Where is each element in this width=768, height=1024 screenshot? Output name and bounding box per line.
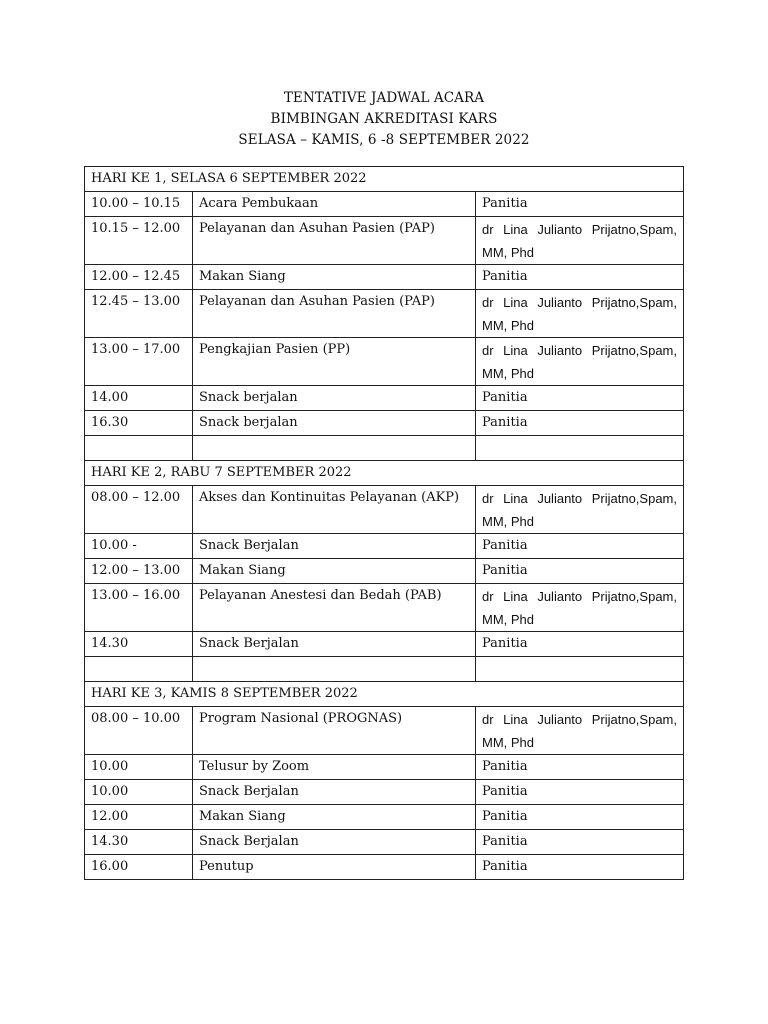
time-cell: 12.45 – 13.00 [85, 290, 193, 338]
pic-cell: dr Lina Julianto Prijatno,Spam, MM, Phd [476, 584, 684, 632]
day-header-row [85, 461, 684, 486]
activity-cell: Pelayanan dan Asuhan Pasien (PAP) [193, 290, 476, 338]
activity-cell: Pelayanan Anestesi dan Bedah (PAB) [193, 584, 476, 632]
day-header: HARI KE 2, RABU 7 SEPTEMBER 2022 [85, 461, 684, 486]
activity-cell: Makan Siang [193, 559, 476, 584]
activity-cell: Snack Berjalan [193, 830, 476, 855]
activity-cell: Makan Siang [193, 805, 476, 830]
time-cell: 13.00 – 17.00 [85, 338, 193, 386]
schedule-row [85, 411, 684, 436]
schedule-row [85, 632, 684, 657]
schedule-row [85, 755, 684, 780]
time-cell: 13.00 – 16.00 [85, 584, 193, 632]
empty-row [85, 657, 684, 682]
pic-cell [476, 657, 684, 682]
time-cell: 14.00 [85, 386, 193, 411]
schedule-row [85, 830, 684, 855]
time-cell: 14.30 [85, 830, 193, 855]
pic-cell: Panitia [476, 805, 684, 830]
time-cell: 10.00 [85, 780, 193, 805]
activity-cell: Penutup [193, 855, 476, 880]
activity-cell: Snack Berjalan [193, 534, 476, 559]
empty-row [85, 436, 684, 461]
time-cell: 10.15 – 12.00 [85, 217, 193, 265]
schedule-table [84, 166, 684, 880]
activity-cell: Snack Berjalan [193, 632, 476, 657]
activity-cell: Snack berjalan [193, 386, 476, 411]
pic-cell: Panitia [476, 411, 684, 436]
activity-cell: Akses dan Kontinuitas Pelayanan (AKP) [193, 486, 476, 534]
schedule-row [85, 780, 684, 805]
pic-cell: Panitia [476, 559, 684, 584]
schedule-row [85, 534, 684, 559]
schedule-row [85, 217, 684, 265]
time-cell: 12.00 – 13.00 [85, 559, 193, 584]
schedule-row [85, 338, 684, 386]
title-line-1: TENTATIVE JADWAL ACARA [283, 90, 485, 106]
activity-cell [193, 657, 476, 682]
activity-cell: Acara Pembukaan [193, 192, 476, 217]
time-cell: 16.30 [85, 411, 193, 436]
time-cell: 12.00 – 12.45 [85, 265, 193, 290]
pic-cell: dr Lina Julianto Prijatno,Spam, MM, Phd [476, 338, 684, 386]
schedule-row [85, 559, 684, 584]
time-cell [85, 657, 193, 682]
pic-cell: Panitia [476, 192, 684, 217]
time-cell: 12.00 [85, 805, 193, 830]
activity-cell: Program Nasional (PROGNAS) [193, 707, 476, 755]
activity-cell: Pengkajian Pasien (PP) [193, 338, 476, 386]
activity-cell: Snack berjalan [193, 411, 476, 436]
time-cell: 14.30 [85, 632, 193, 657]
activity-cell: Pelayanan dan Asuhan Pasien (PAP) [193, 217, 476, 265]
pic-cell: Panitia [476, 855, 684, 880]
time-cell: 10.00 – 10.15 [85, 192, 193, 217]
pic-cell: dr Lina Julianto Prijatno,Spam, MM, Phd [476, 290, 684, 338]
time-cell [85, 436, 193, 461]
time-cell: 10.00 [85, 755, 193, 780]
day-header-row [85, 682, 684, 707]
pic-cell: Panitia [476, 534, 684, 559]
day-header-row [85, 167, 684, 192]
schedule-row [85, 584, 684, 632]
document-title [0, 88, 768, 151]
pic-cell: Panitia [476, 632, 684, 657]
schedule-row [85, 707, 684, 755]
pic-cell: dr Lina Julianto Prijatno,Spam, MM, Phd [476, 486, 684, 534]
pic-cell: Panitia [476, 386, 684, 411]
day-header: HARI KE 3, KAMIS 8 SEPTEMBER 2022 [85, 682, 684, 707]
time-cell: 10.00 - [85, 534, 193, 559]
schedule-row [85, 386, 684, 411]
activity-cell: Snack Berjalan [193, 780, 476, 805]
schedule-row [85, 192, 684, 217]
time-cell: 16.00 [85, 855, 193, 880]
schedule-row [85, 265, 684, 290]
day-header: HARI KE 1, SELASA 6 SEPTEMBER 2022 [85, 167, 684, 192]
schedule-row [85, 486, 684, 534]
activity-cell: Telusur by Zoom [193, 755, 476, 780]
pic-cell: Panitia [476, 265, 684, 290]
title-line-3: SELASA – KAMIS, 6 -8 SEPTEMBER 2022 [238, 132, 530, 148]
pic-cell: Panitia [476, 830, 684, 855]
title-line-2: BIMBINGAN AKREDITASI KARS [270, 111, 498, 127]
time-cell: 08.00 – 12.00 [85, 486, 193, 534]
pic-cell: dr Lina Julianto Prijatno,Spam, MM, Phd [476, 707, 684, 755]
schedule-row [85, 805, 684, 830]
pic-cell: Panitia [476, 780, 684, 805]
schedule-row [85, 855, 684, 880]
pic-cell: Panitia [476, 755, 684, 780]
schedule-row [85, 290, 684, 338]
pic-cell [476, 436, 684, 461]
time-cell: 08.00 – 10.00 [85, 707, 193, 755]
pic-cell: dr Lina Julianto Prijatno,Spam, MM, Phd [476, 217, 684, 265]
activity-cell: Makan Siang [193, 265, 476, 290]
activity-cell [193, 436, 476, 461]
